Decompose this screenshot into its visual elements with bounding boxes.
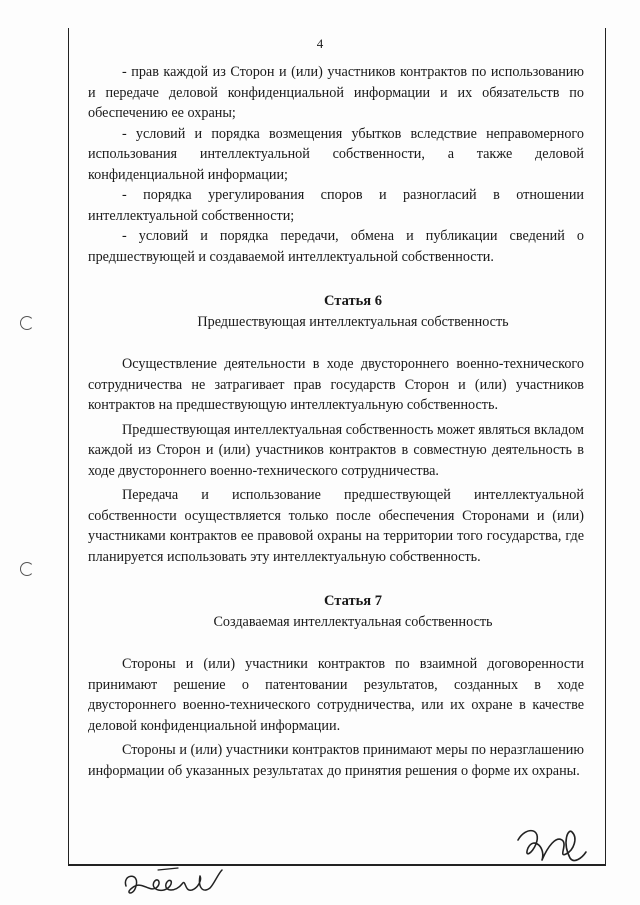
article-6-paragraph: Предшествующая интеллектуальная собственность может являться вкладом каждой из Сторон и (или) участников контрактов в совместную деятельность в ходе двустороннего военно-технического сотрудничества. xyxy=(88,421,584,479)
article-7-paragraph: Стороны и (или) участники контрактов по взаимной договоренности принимают решение о патентовании результатов, созданных в ходе двустороннего военно-технического сотрудничества, или их охране в качестве деловой конфиденциальной информации. xyxy=(88,656,584,734)
page-number: 4 xyxy=(316,36,324,51)
article-6-paragraph: Передача и использование предшествующей интеллектуальной собственности осуществляется только после обеспечения Сторонами и (или) участниками контрактов ее правовой охраны на территории того государства, где планируется использовать эту интеллектуальную собственность. xyxy=(88,487,584,565)
intro-item: - условий и порядка передачи, обмена и публикации сведений о предшествующей и создаваемой интеллектуальной собственности. xyxy=(88,228,584,265)
punch-hole-mark-bottom xyxy=(20,562,34,576)
intro-item: - прав каждой из Сторон и (или) участников контрактов по использованию и передаче деловой конфиденциальной информации и их обязательств по обеспечению ее охраны; xyxy=(88,64,584,121)
article-7-title: Статья 7 xyxy=(324,593,382,609)
article-6-paragraph: Осуществление деятельности в ходе двустороннего военно-технического сотрудничества не затрагивает прав государств Сторон и (или) участников контрактов на предшествующую интеллектуальную собственность. xyxy=(88,356,584,413)
intro-item: - условий и порядка возмещения убытков вследствие неправомерного использования интеллектуальной собственности, а также деловой конфиденциальной информации; xyxy=(88,125,584,183)
article-6-title: Статья 6 xyxy=(324,293,382,309)
handwritten-signature-left xyxy=(118,866,228,902)
punch-hole-mark-top xyxy=(20,316,34,330)
intro-item: - порядка урегулирования споров и разногласий в отношении интеллектуальной собственности; xyxy=(88,187,584,224)
article-7-subtitle: Создаваемая интеллектуальная собственность xyxy=(213,613,493,630)
handwritten-signature-right xyxy=(512,818,592,870)
article-6-subtitle: Предшествующая интеллектуальная собственность xyxy=(197,313,509,330)
document-body xyxy=(88,62,584,781)
article-7-paragraph: Стороны и (или) участники контрактов принимают меры по неразглашению информации об указанных результатах до принятия решения о форме их охраны. xyxy=(88,742,584,779)
